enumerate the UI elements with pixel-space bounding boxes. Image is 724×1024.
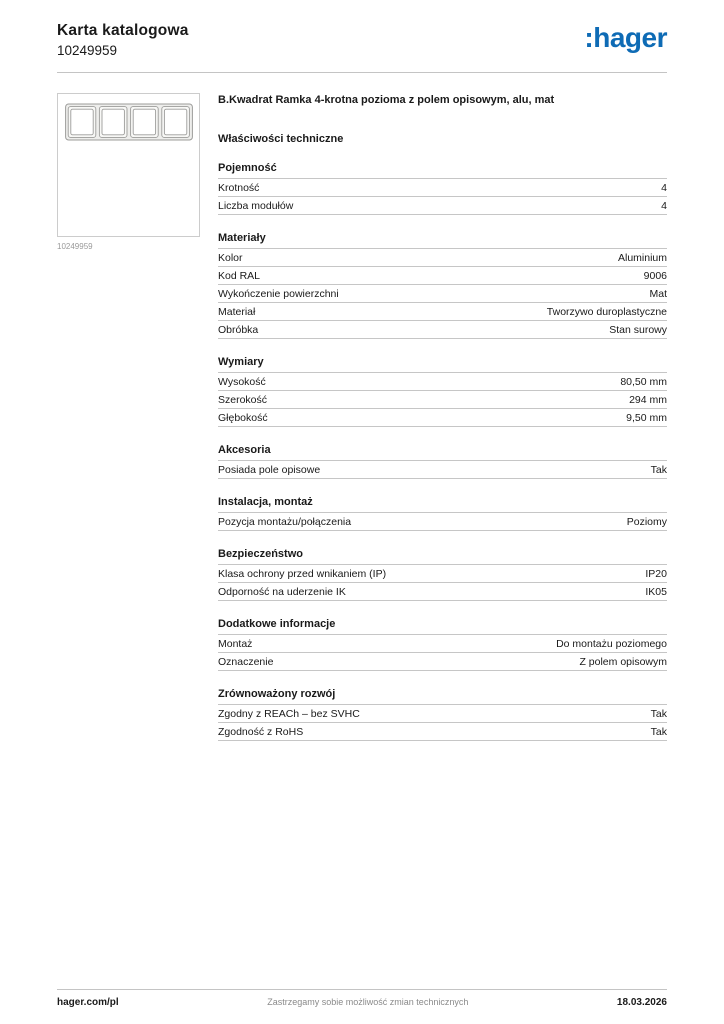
spec-value: 4 xyxy=(661,200,667,213)
spec-label: Wysokość xyxy=(218,376,266,389)
spec-row xyxy=(218,513,667,531)
section-title: Bezpieczeństwo xyxy=(218,548,667,565)
spec-value: Tak xyxy=(650,708,667,721)
spec-label: Odporność na uderzenie IK xyxy=(218,586,346,599)
spec-row xyxy=(218,635,667,653)
spec-value: 4 xyxy=(661,182,667,195)
spec-row xyxy=(218,705,667,723)
spec-label: Materiał xyxy=(218,306,256,319)
spec-value: Tak xyxy=(650,726,667,739)
spec-row xyxy=(218,267,667,285)
section-dimensions xyxy=(218,356,667,427)
spec-label: Pozycja montażu/połączenia xyxy=(218,516,352,529)
spec-row xyxy=(218,409,667,427)
section-safety xyxy=(218,548,667,601)
footer-row xyxy=(57,997,667,1008)
header-titles xyxy=(57,22,189,58)
spec-value: Poziomy xyxy=(626,516,667,529)
spec-label: Kod RAL xyxy=(218,270,261,283)
spec-value: 294 mm xyxy=(629,394,667,407)
spec-label: Oznaczenie xyxy=(218,656,274,669)
spec-value: IP20 xyxy=(645,568,667,581)
spec-value: Tworzywo duroplastyczne xyxy=(546,306,667,319)
spec-row xyxy=(218,391,667,409)
spec-row xyxy=(218,461,667,479)
footer xyxy=(57,989,667,1008)
spec-row xyxy=(218,373,667,391)
product-title: B.Kwadrat Ramka 4-krotna pozioma z polem opisowym, alu, mat xyxy=(218,94,555,106)
specs-column xyxy=(218,93,667,741)
spec-row xyxy=(218,303,667,321)
spec-label: Wykończenie powierzchni xyxy=(218,288,339,301)
footer-site-link[interactable]: hager.com/pl xyxy=(57,997,119,1008)
spec-value: 9006 xyxy=(643,270,667,283)
section-capacity xyxy=(218,162,667,215)
section-title: Wymiary xyxy=(218,356,667,373)
spec-value: Stan surowy xyxy=(609,324,667,337)
frame-drawing xyxy=(65,103,193,141)
section-title: Pojemność xyxy=(218,162,667,179)
content xyxy=(57,93,667,741)
spec-label: Głębokość xyxy=(218,412,268,425)
section-title: Akcesoria xyxy=(218,444,667,461)
spec-value: Tak xyxy=(650,464,667,477)
section-accessories xyxy=(218,444,667,479)
spec-label: Montaż xyxy=(218,638,253,651)
spec-row xyxy=(218,179,667,197)
header xyxy=(57,22,667,58)
spec-value: Mat xyxy=(649,288,667,301)
spec-row xyxy=(218,321,667,339)
page-title: Karta katalogowa xyxy=(57,22,189,39)
product-image-column xyxy=(57,93,200,741)
spec-value: IK05 xyxy=(645,586,667,599)
spec-label: Liczba modułów xyxy=(218,200,294,213)
footer-disclaimer: Zastrzegamy sobie możliwość zmian technicznych xyxy=(267,997,469,1007)
spec-label: Krotność xyxy=(218,182,260,195)
spec-row xyxy=(218,583,667,601)
spec-value: Z polem opisowym xyxy=(579,656,667,669)
spec-label: Obróbka xyxy=(218,324,259,337)
spec-label: Posiada pole opisowe xyxy=(218,464,321,477)
spec-label: Zgodność z RoHS xyxy=(218,726,304,739)
section-title: Materiały xyxy=(218,232,667,249)
spec-value: Aluminium xyxy=(617,252,667,265)
spec-row xyxy=(218,653,667,671)
spec-value: 9,50 mm xyxy=(626,412,667,425)
section-title: Instalacja, montaż xyxy=(218,496,667,513)
tech-properties-heading: Właściwości techniczne xyxy=(218,133,344,146)
footer-divider xyxy=(57,989,667,990)
section-title: Dodatkowe informacje xyxy=(218,618,667,635)
section-sustainability xyxy=(218,688,667,741)
hager-logo: :hager xyxy=(584,22,667,53)
header-divider xyxy=(57,72,667,73)
spec-row xyxy=(218,285,667,303)
section-title: Zrównoważony rozwój xyxy=(218,688,667,705)
section-additional-info xyxy=(218,618,667,671)
spec-label: Klasa ochrony przed wnikaniem (IP) xyxy=(218,568,387,581)
spec-row xyxy=(218,197,667,215)
spec-label: Kolor xyxy=(218,252,243,265)
product-image-caption: 10249959 xyxy=(57,242,93,251)
spec-row xyxy=(218,723,667,741)
section-materials xyxy=(218,232,667,339)
footer-date: 18.03.2026 xyxy=(616,997,667,1008)
product-image xyxy=(57,93,200,237)
product-number: 10249959 xyxy=(57,43,118,58)
spec-value: Do montażu poziomego xyxy=(556,638,667,651)
section-installation xyxy=(218,496,667,531)
spec-label: Szerokość xyxy=(218,394,268,407)
spec-value: 80,50 mm xyxy=(620,376,667,389)
spec-label: Zgodny z REACh – bez SVHC xyxy=(218,708,360,721)
spec-row xyxy=(218,565,667,583)
spec-row xyxy=(218,249,667,267)
